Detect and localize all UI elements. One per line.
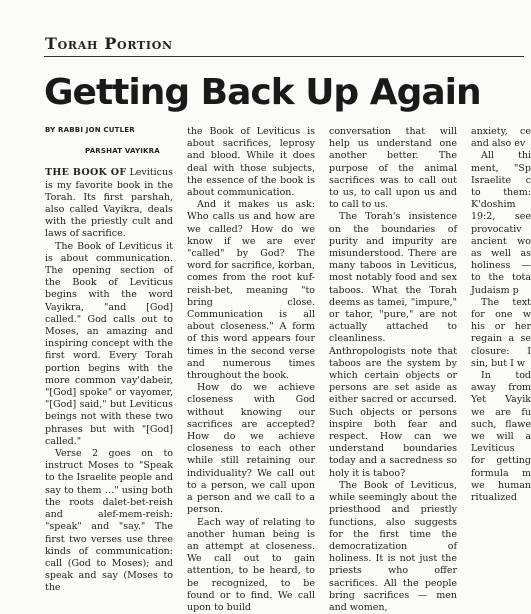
paragraph: Each way of relating to another human being is an attempt at closeness. We call out to gain attention, to be heard, to be recognized, to be found or to find. We call upon to build (187, 517, 315, 614)
paragraph-text: Leviticus is my favorite book in the Torah. Its first parshah, also called Vayikra, deals with the priestly cult and laws of sacrifice. (45, 167, 173, 239)
parsha-name: PARSHAT VAYIKRA (45, 145, 173, 157)
article-column-3 (329, 126, 457, 514)
paragraph: conversation that will help us understand one another better. The purpose of the animal sacrifices was to call out to us, to call upon us and to call to us. (329, 126, 457, 211)
paragraph: In tod away from Yet Vayik we are fu such, flawe we will a Leviticus for getting formula m we human ritualized (471, 370, 531, 504)
headline: Getting Back Up Again (44, 72, 481, 113)
paragraph: And it makes us ask: Who calls us and how are we called? How do we know if we are ever "called" by God? The word for sacrifice, korban, comes from the root kuf-reish-bet, meaning "to bring close. Communication is all about closeness." A form of this word appears four times in the second verse and numerous times throughout the book. (187, 199, 315, 382)
section-label: Torah Portion (45, 34, 173, 53)
paragraph: The text for one w his or her regain a se closure: I sin, but I w (471, 297, 531, 370)
paragraph: anxiety, ce and also ev (471, 126, 531, 150)
byline: BY RABBI JON CUTLER (45, 124, 173, 136)
paragraph: The Book of Leviticus, while seemingly about the priesthood and priestly functions, also suggests for the first time the democratization of holiness. It is not just the priests who offer sacrifices. All the people bring sacrifices — men and women, (329, 480, 457, 614)
paragraph: All thi ment, "Sp Israelite c to them: K'doshim 19:2, see provocativ ancient wo as well as holiness — to the tota Judaism p (471, 150, 531, 296)
paragraph: The Torah's insistence on the boundaries of purity and impurity are misunderstood. There are many taboos in Leviticus, most notably food and sex taboos. What the Torah deems as tamei, "impure," or tahor, "pure," are not actually attached to cleanliness. Anthropologists note that taboos are the system by which certain objects or persons are set aside as either sacred or accursed. Such objects or persons inspire both fear and respect. How can we understand boundaries today and a sacredness so holy it is taboo? (329, 211, 457, 479)
paragraph: How do we achieve closeness with God without knowing our sacrifices are accepted? How do we achieve closeness to each other while still retaining our individuality? We call out to a person, we call upon a person and we call to a person. (187, 382, 315, 516)
paragraph: The Book of Leviticus it is about communication. The opening section of the Book of Leviticus begins with the word Vayikra, "and [God] called." God calls out to Moses, an amazing and inspiring concept with the first word. Every Torah portion begins with the more common vay'dabeir, "[God] spoke" or vayomer, "[God] said," but Leviticus beings not with these two phrases but with "[God] called." (45, 241, 173, 448)
paragraph: Verse 2 goes on to instruct Moses to "Speak to the Israelite people and say to them …" using both the roots dalet-bet-reish and alef-mem-reish: "speak" and "say." The first two verses use three kinds of communication: call (God to Moses); and speak and say (Moses to the (45, 448, 173, 594)
paragraph: the Book of Leviticus is about sacrifices, leprosy and blood. While it does deal with those subjects, the essence of the book is about communication. (187, 126, 315, 199)
article-column-2 (187, 126, 315, 514)
article-column-4 (471, 126, 531, 514)
article-column-1 (45, 124, 173, 512)
lead-in: THE BOOK OF (45, 167, 126, 178)
section-rule (44, 56, 524, 57)
paragraph (45, 167, 173, 240)
